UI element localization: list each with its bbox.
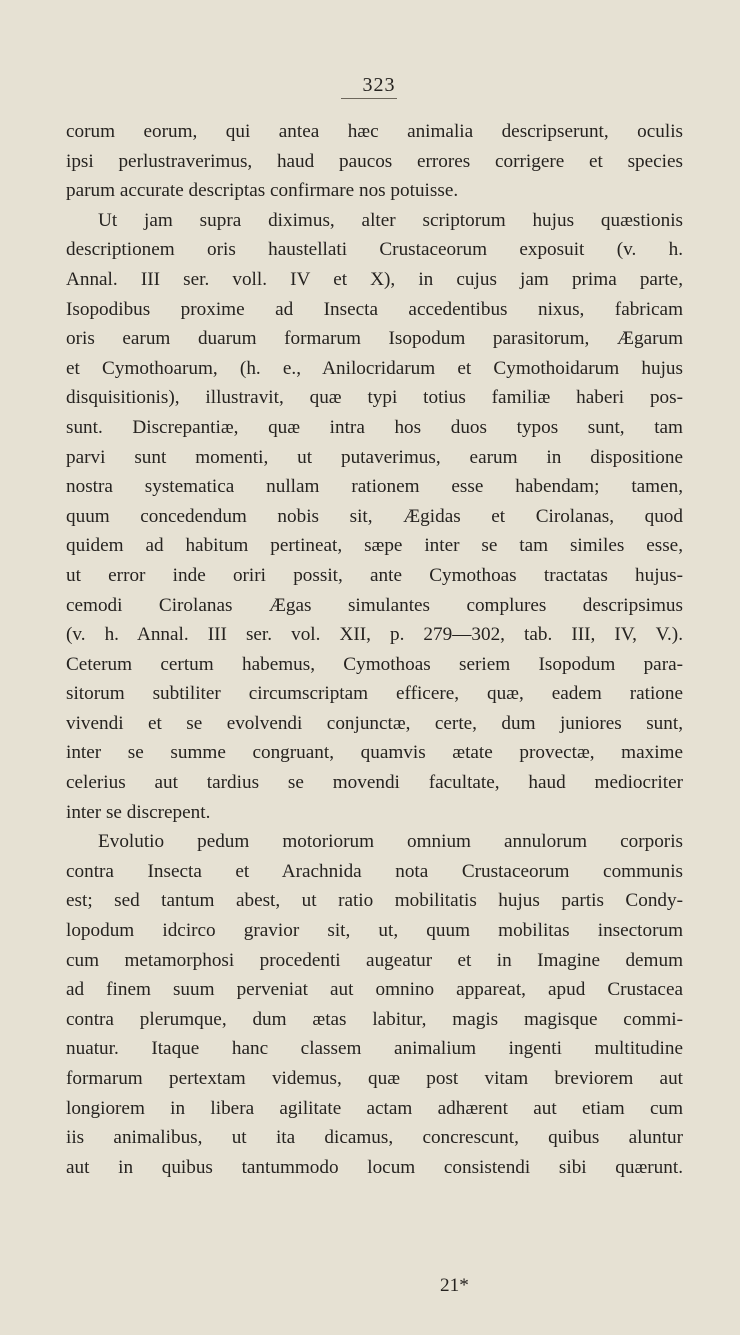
text-line: disquisitionis), illustravit, quæ typi totius familiæ haberi pos-	[66, 387, 683, 409]
text-line: oris earum duarum formarum Isopodum parasitorum, Ægarum	[66, 328, 683, 350]
text-line: inter se summe congruant, quamvis ætate provectæ, maxime	[66, 742, 683, 764]
text-line: iis animalibus, ut ita dicamus, concrescunt, quibus aluntur	[66, 1127, 683, 1149]
body-text	[66, 117, 683, 1182]
text-line: (v. h. Annal. III ser. vol. XII, p. 279—302, tab. III, IV, V.).	[66, 624, 683, 646]
text-line: quidem ad habitum pertineat, sæpe inter se tam similes esse,	[66, 535, 683, 557]
text-line: ad finem suum perveniat aut omnino appareat, apud Crustacea	[66, 979, 683, 1001]
text-line: celerius aut tardius se movendi facultate, haud mediocriter	[66, 772, 683, 794]
text-line: ut error inde oriri possit, ante Cymothoas tractatas hujus-	[66, 564, 683, 586]
text-line: longiorem in libera agilitate actam adhærent aut etiam cum	[66, 1097, 683, 1119]
text-line: parvi sunt momenti, ut putaverimus, earum in dispositione	[66, 446, 683, 468]
text-line: Evolutio pedum motoriorum omnium annulorum corporis	[98, 831, 683, 853]
text-line: sunt. Discrepantiæ, quæ intra hos duos typos sunt, tam	[66, 416, 683, 438]
page-number: 323	[362, 74, 396, 96]
text-line: lopodum idcirco gravior sit, ut, quum mobilitas insectorum	[66, 920, 683, 942]
text-line: formarum pertextam videmus, quæ post vitam breviorem aut	[66, 1068, 683, 1089]
signature-mark: 21*	[440, 1275, 469, 1296]
text-line: Ceterum certum habemus, Cymothoas seriem Isopodum para-	[66, 653, 683, 675]
text-line: cum metamorphosi procedenti augeatur et in Imagine demum	[66, 949, 683, 971]
text-line: descriptionem oris haustellati Crustaceorum exposuit (v. h.	[66, 239, 683, 261]
text-line: vivendi et se evolvendi conjunctæ, certe, dum juniores sunt,	[66, 712, 683, 734]
page-number-rule	[341, 98, 397, 99]
text-line: Ut jam supra diximus, alter scriptorum hujus quæstionis	[98, 209, 683, 231]
text-line: Annal. III ser. voll. IV et X), in cujus jam prima parte,	[66, 268, 683, 290]
text-line: sitorum subtiliter circumscriptam efficere, quæ, eadem ratione	[66, 683, 683, 705]
text-line: aut in quibus tantummodo locum consistendi sibi quærunt.	[66, 1156, 683, 1178]
text-line: quum concedendum nobis sit, Ægidas et Cirolanas, quod	[66, 505, 683, 527]
text-line: est; sed tantum abest, ut ratio mobilitatis hujus partis Condy-	[66, 890, 683, 912]
text-line: ipsi perlustraverimus, haud paucos errores corrigere et species	[66, 150, 683, 172]
text-line: Isopodibus proxime ad Insecta accedentibus nixus, fabricam	[66, 298, 683, 320]
text-line: contra Insecta et Arachnida nota Crustaceorum communis	[66, 860, 683, 882]
text-line: parum accurate descriptas confirmare nos potuisse.	[66, 180, 459, 202]
text-line: corum eorum, qui antea hæc animalia descripserunt, oculis	[66, 121, 683, 142]
text-line: nostra systematica nullam rationem esse habendam; tamen,	[66, 476, 683, 498]
text-line: contra plerumque, dum ætas labitur, magis magisque commi-	[66, 1008, 683, 1030]
text-line: cemodi Cirolanas Ægas simulantes complures descripsimus	[66, 594, 683, 616]
text-line: inter se discrepent.	[66, 801, 211, 823]
text-line: et Cymothoarum, (h. e., Anilocridarum et Cymothoidarum hujus	[66, 357, 683, 379]
text-line: nuatur. Itaque hanc classem animalium ingenti multitudine	[66, 1038, 683, 1060]
